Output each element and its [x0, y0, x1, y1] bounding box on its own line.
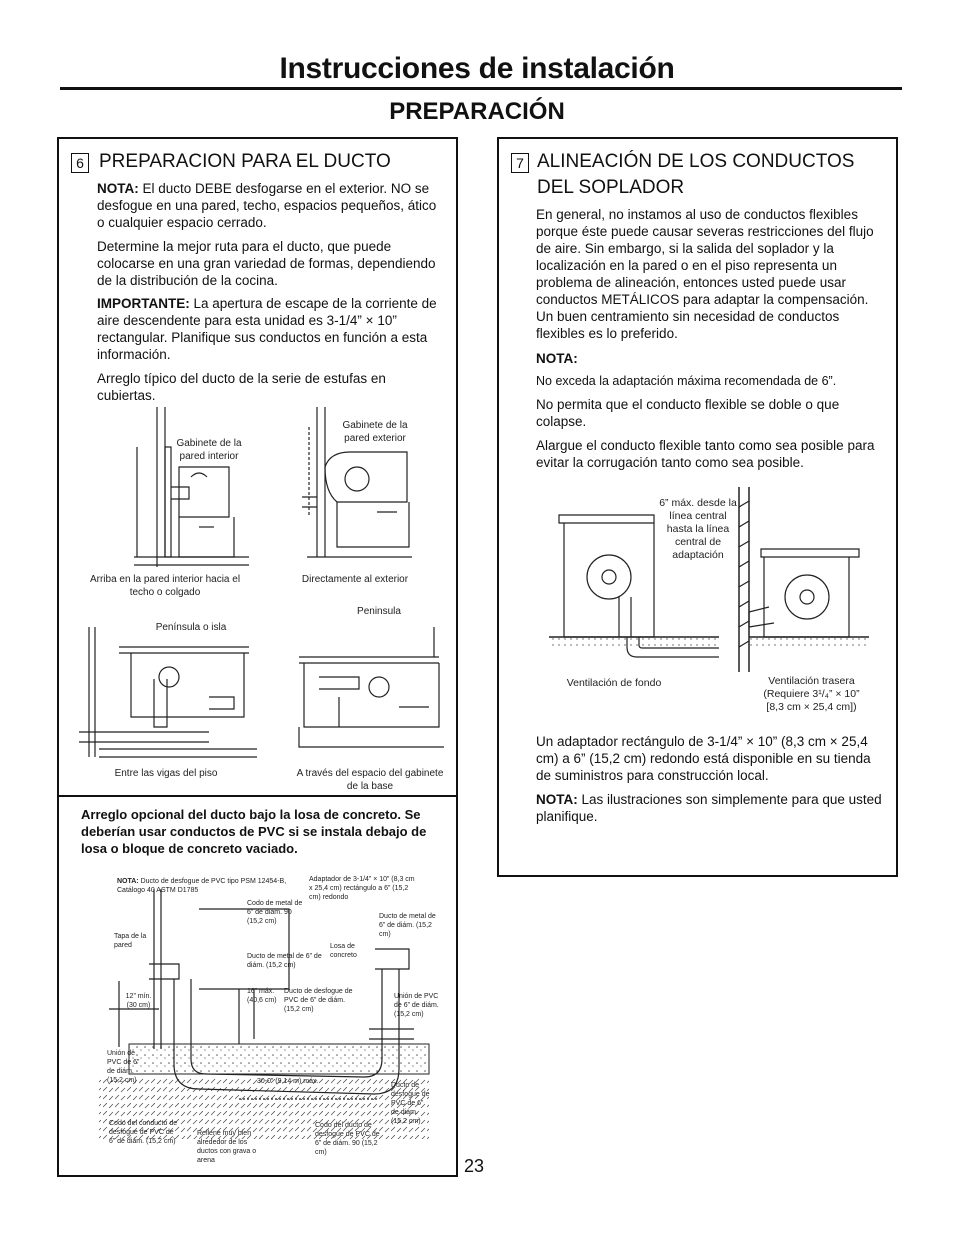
slab-pvc-elbow-center: Codo del ducto de desfogue de PVC de 6” de diám. 90 (15,2 cm): [315, 1122, 380, 1156]
section-6-divider: [59, 795, 456, 797]
slab-max30: 30-0” (9,14 m) máx.: [257, 1078, 319, 1085]
section-7-number: 7: [511, 153, 529, 173]
caption-interior-wall: Arriba en la pared interior hacia el techo o colgado: [89, 574, 241, 598]
page-title: Instrucciones de instalación: [279, 52, 675, 85]
slab-pvc-duct-center: Ducto de desfogue de PVC de 6” de diám. (15,2 cm): [284, 988, 353, 1013]
rear-vent-caption: Ventilación trasera (Requiere 3¹/₄” × 10” [8,3 cm × 25,4 cm]): [763, 675, 860, 713]
slab-metal-elbow: Codo de metal de 6” de diám. 90 (15,2 cm): [247, 900, 303, 925]
slab-nota-label: NOTA:: [117, 878, 139, 885]
slab-nota-text: Ducto de desfogue de PVC tipo PSM 12454-B, Catálogo 40 ASTM D1785: [117, 878, 287, 894]
section-7-title: ALINEACIÓN DE LOS CONDUCTOS DEL SOPLADOR: [537, 151, 855, 198]
section-7-note2: No permita que el conducto flexible se doble o que colapse.: [536, 397, 840, 429]
section-6-panel: [57, 137, 458, 1177]
caption-direct-exterior: Directamente al exterior: [301, 574, 409, 585]
slab-pvc-elbow-left: Codo del conducto de desfogue de PVC de 6” de diám. (15,2 cm): [109, 1120, 178, 1145]
slab-concrete: Losa de concreto: [330, 943, 357, 959]
label-exterior-wall: Gabinete de la pared exterior: [342, 420, 408, 444]
slab-metal-duct-right: Ducto de metal de 6” de diám. (15,2 cm): [379, 913, 436, 938]
note-text: El ducto DEBE desfogarse en el exterior. NO se desfogue en una pared, techo, espacios pequeños, ático o cualquier espacio cerrado.: [97, 181, 437, 230]
final-note-text: Las ilustraciones son simplemente para que usted planifique.: [536, 792, 882, 824]
base-cabinet-illustration: [279, 617, 449, 767]
floor-joists-illustration: [79, 617, 259, 767]
offset-label: 6” máx. desde la línea central hasta la línea central de adaptación: [659, 497, 737, 561]
slab-max16: 16” máx. (40,6 cm): [247, 988, 277, 1004]
section-6-arrangement: Arreglo típico del ducto de la serie de estufas en cubiertas.: [97, 371, 386, 403]
title-rule: [60, 87, 902, 90]
slab-backfill: Rellene muy bien alrededor de los ductos con grava o arena: [197, 1130, 257, 1164]
note-label: NOTA:: [97, 181, 139, 196]
caption-floor-joists: Entre las vigas del piso: [114, 768, 218, 779]
slab-pvc-union-right: Unión de PVC de 6” de diám. (15,2 cm): [394, 993, 439, 1018]
page-subtitle: PREPARACIÓN: [389, 98, 565, 125]
label-peninsula-island: Península o isla: [155, 622, 227, 633]
section-7-final-note: [536, 791, 886, 825]
section-7-note1: No exceda la adaptación máxima recomendada de 6”.: [536, 374, 837, 388]
important-text: La apertura de escape de la corriente de aire descendente para esta unidad es 3-1/4” × 10” rectangular. Planifique sus conductos en función a esta información.: [97, 296, 437, 362]
slab-adapter: Adaptador de 3-1/4” × 10” (8,3 cm x 25,4 cm) rectángulo a 6” (15,2 cm) redondo: [309, 876, 415, 901]
slab-pvc-union-left: Unión de PVC de 6” de diám. (15,2 cm): [107, 1050, 140, 1084]
page-number: 23: [464, 1156, 485, 1176]
label-interior-wall: Gabinete de la pared interior: [176, 438, 242, 462]
section-6-title: PREPARACION PARA EL DUCTO: [99, 151, 391, 172]
section-7-note-label: NOTA:: [536, 351, 578, 366]
label-peninsula: Peninsula: [357, 606, 401, 617]
slab-min12: 12” mín. (30 cm): [125, 993, 152, 1009]
slab-metal-duct-center: Ducto de metal de 6” de diám. (15,2 cm): [247, 953, 322, 969]
important-label: IMPORTANTE:: [97, 296, 190, 311]
interior-wall-illustration: [79, 407, 259, 577]
section-6-important: [97, 295, 445, 363]
section-6-para1: Determine la mejor ruta para el ducto, que puede colocarse en una gran variedad de formas, dependiendo de la distribución de la cocina.: [97, 239, 436, 288]
section-7-panel: [497, 137, 898, 877]
section-6-note: [97, 180, 442, 231]
bottom-vent-caption: Ventilación de fondo: [566, 677, 662, 689]
slab-nota: [117, 877, 297, 895]
caption-base-cabinet: A través del espacio del gabinete de la base: [296, 768, 444, 792]
slab-wall-cap: Tapa de la pared: [114, 933, 147, 949]
section-6-number: 6: [71, 153, 89, 173]
section-7-note3: Alargue el conducto flexible tanto como sea posible para evitar la corrugación tanto como sea posible.: [536, 438, 875, 470]
optional-arrangement-title: Arreglo opcional del ducto bajo la losa de concreto. Se deberían usar conductos de PVC si se instala debajo de losa o bloque de concreto vaciado.: [81, 807, 427, 856]
slab-pvc-duct-right: Ducto de desfogue de PVC de 6” de diám. (15,2 cm): [391, 1082, 430, 1125]
section-7-para2: Un adaptador rectángulo de 3-1/4” × 10” (8,3 cm × 25,4 cm) a 6” (15,2 cm) redondo está disponible en su tienda de suministros para construcción local.: [536, 734, 871, 783]
final-note-label: NOTA:: [536, 792, 578, 807]
section-7-para1: En general, no instamos al uso de conductos flexibles porque éste puede causar severas restricciones del flujo de aire. Sin embargo, si la salida del soplador y la localización en la pared o en el piso representa un problema de alineación, entonces usted puede usar conductos METÁLICOS para adaptar la compensación. Un buen centramiento sin necesidad de conductos flexibles es lo preferido.: [536, 207, 874, 341]
